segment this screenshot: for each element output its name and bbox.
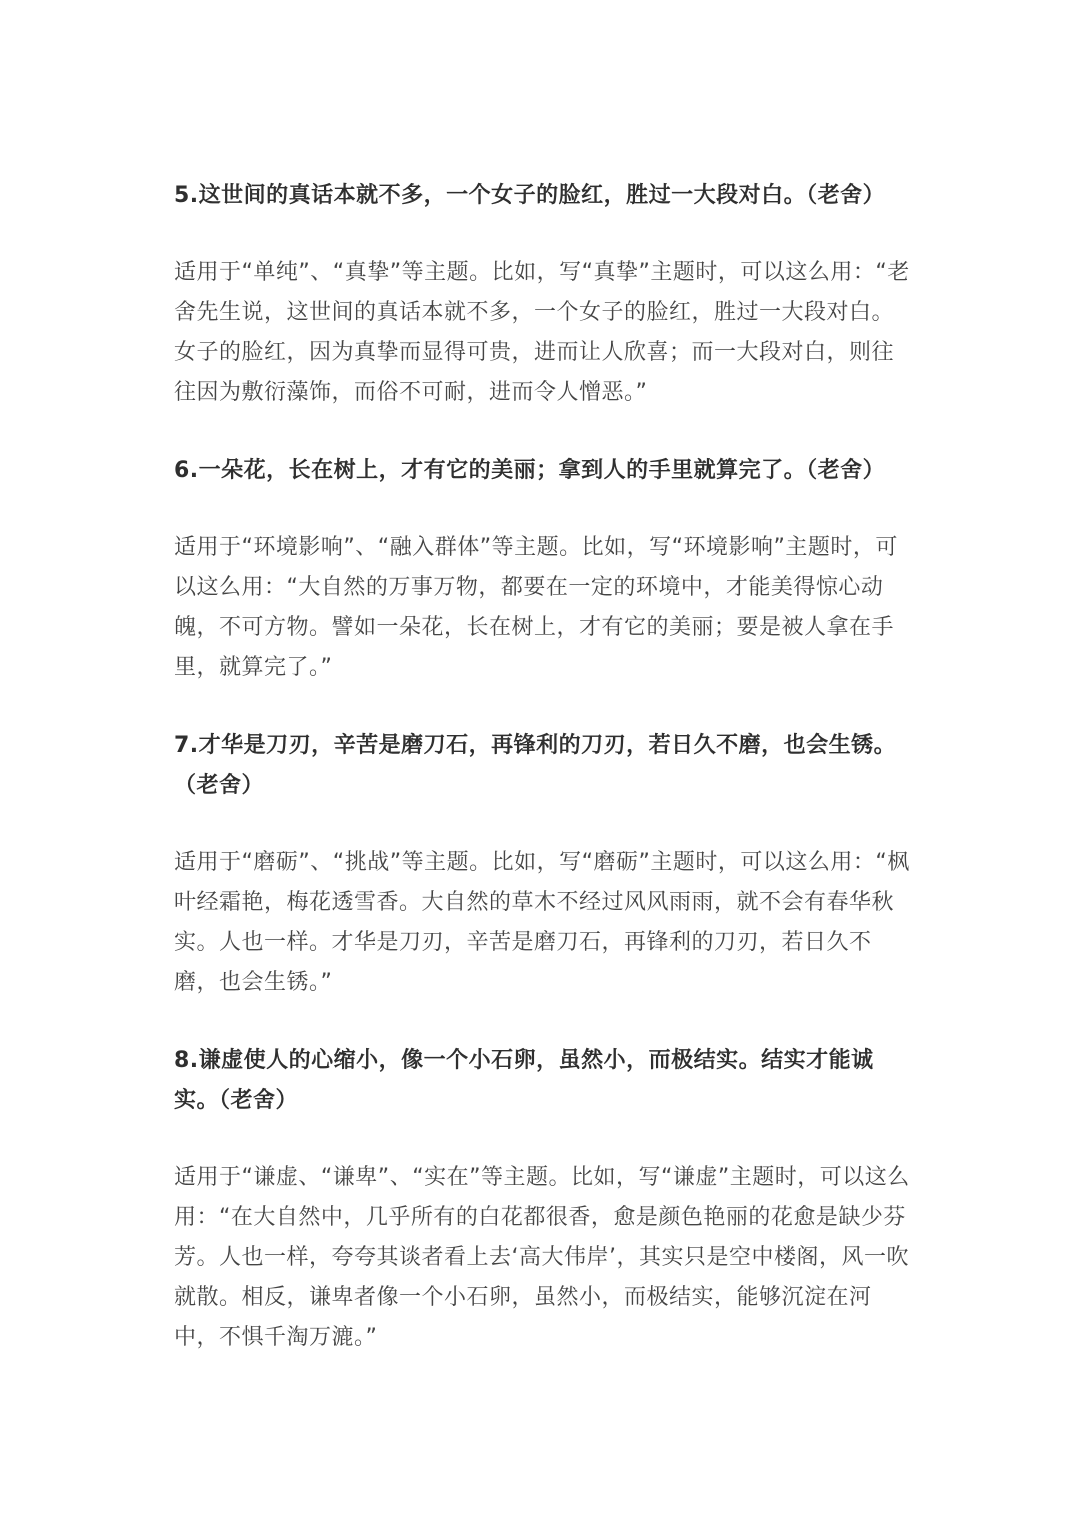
article-content [174, 176, 914, 1358]
quote-heading: 8.谦虚使人的心缩小，像一个小石卵，虽然小，而极结实。结实才能诚实。（老舍） [174, 1048, 874, 1113]
quote-section-8 [174, 1041, 914, 1358]
quote-heading: 5.这世间的真话本就不多，一个女子的脸红，胜过一大段对白。（老舍） [174, 183, 886, 208]
quote-explanation: 适用于“单纯”、“真挚”等主题。比如，写“真挚”主题时，可以这么用：“老舍先生说，这世间的真话本就不多，一个女子的脸红，胜过一大段对白。女子的脸红，因为真挚而显得可贵，进而让人欣喜；而一大段对白，则往往因为敷衍藻饰，而俗不可耐，进而令人憎恶。” [174, 260, 910, 405]
quote-explanation: 适用于“磨砺”、“挑战”等主题。比如，写“磨砺”主题时，可以这么用：“枫叶经霜艳，梅花透雪香。大自然的草木不经过风风雨雨，就不会有春华秋实。人也一样。才华是刀刃，辛苦是磨刀石，再锋利的刀刃，若日久不磨，也会生锈。” [174, 850, 910, 995]
quote-explanation: 适用于“谦虚、“谦卑”、“实在”等主题。比如，写“谦虚”主题时，可以这么用：“在大自然中，几乎所有的白花都很香，愈是颜色艳丽的花愈是缺少芬芳。人也一样，夸夸其谈者看上去‘高大伟岸’，其实只是空中楼阁，风一吹就散。相反，谦卑者像一个小石卵，虽然小，而极结实，能够沉淀在河中，不惧千淘万漉。” [174, 1165, 910, 1350]
quote-heading: 7.才华是刀刃，辛苦是磨刀石，再锋利的刀刃，若日久不磨，也会生锈。（老舍） [174, 733, 897, 798]
quote-section-5 [174, 176, 914, 413]
quote-section-7 [174, 726, 914, 1003]
quote-section-6 [174, 451, 914, 688]
quote-heading: 6.一朵花，长在树上，才有它的美丽；拿到人的手里就算完了。（老舍） [174, 458, 886, 483]
quote-explanation: 适用于“环境影响”、“融入群体”等主题。比如，写“环境影响”主题时，可以这么用：“大自然的万事万物，都要在一定的环境中，才能美得惊心动魄，不可方物。譬如一朵花，长在树上，才有它的美丽；要是被人拿在手里，就算完了。” [174, 535, 898, 680]
